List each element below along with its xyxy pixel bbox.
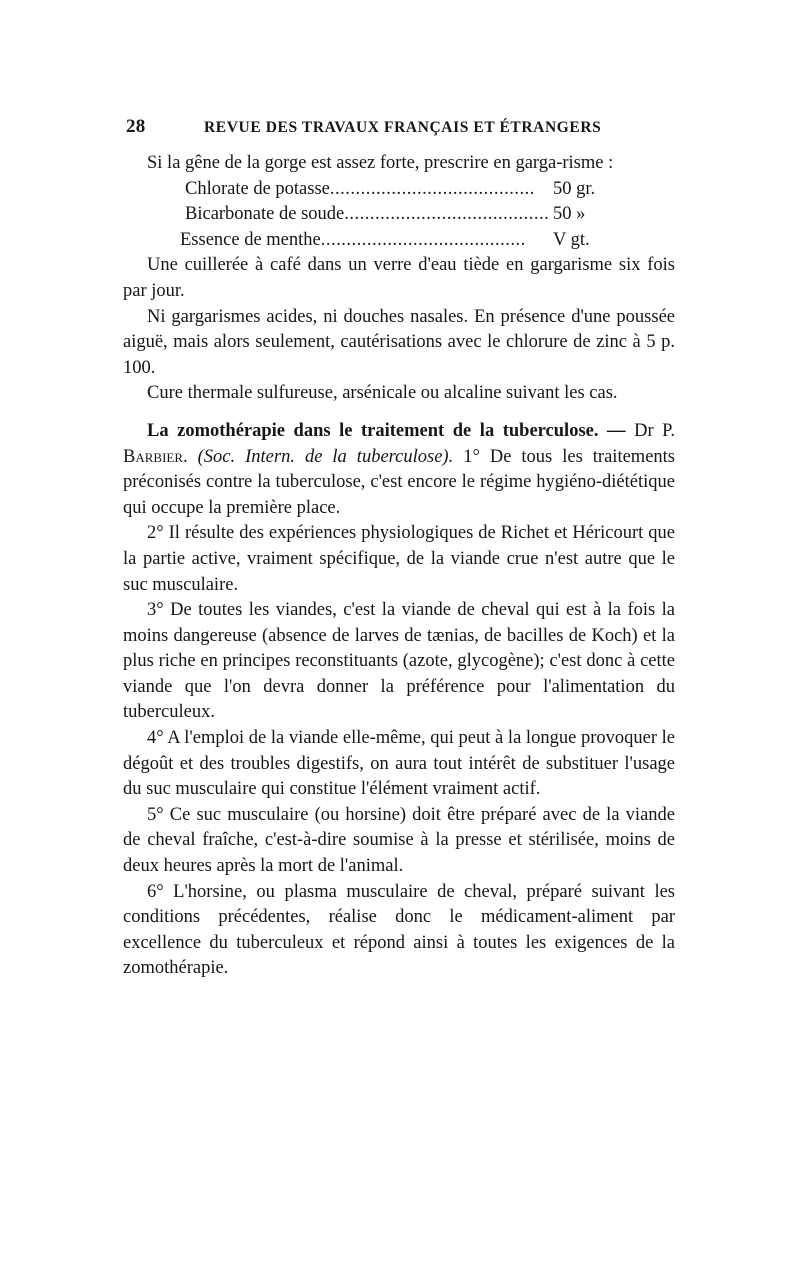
author-prefix: Dr P. [634,420,676,441]
paragraph: 2° Il résulte des expériences physiologiques de Richet et Héricourt que la partie active, vraiment spécifique, de la viande crue n'est autre que le suc musculaire. [123,523,675,595]
paragraph: Cure thermale sulfureuse, arsénicale ou alcaline suivant les cas. [147,383,618,404]
body-text [123,151,675,982]
formula-row: Bicarbonate de soude........................................ 50 » [123,202,675,228]
page-header [126,116,608,140]
formula-row: Essence de menthe........................................ V gt. [123,228,675,254]
page-number: 28 [126,116,146,137]
article-lead-paragraph [123,419,675,521]
formula-quantity: 50 » [553,204,586,225]
formula-row: Chlorate de potasse........................................ 50 gr. [123,177,675,203]
article-title: La zomothérapie dans le traitement de la tuberculose. — [147,420,626,441]
prescription-formula [123,177,675,254]
formula-ingredient: Chlorate de potasse [185,178,330,199]
formula-ingredient: Essence de menthe [180,229,321,250]
paragraph: 6° L'horsine, ou plasma musculaire de cheval, préparé suivant les conditions précédentes, réalise donc le médicament-aliment par excellence du tuberculeux et répond ainsi à toutes les exigences de la zomothérapie. [123,881,675,979]
paragraph: 4° A l'emploi de la viande elle-même, qui peut à la longue provoquer le dégoût et des troubles digestifs, on aura tout intérêt de substituer l'usage du suc musculaire qui constitue l'élément vraiment actif. [123,728,675,800]
formula-quantity: V gt. [553,229,590,250]
paragraph: Une cuillerée à café dans un verre d'eau tiède en gargarisme six fois par jour. [123,255,675,301]
paragraph: 5° Ce suc musculaire (ou horsine) doit être préparé avec de la viande de cheval fraîche, c'est-à-dire soumise à la presse et stérilisée, moins de deux heures après la mort de l'animal. [123,804,675,877]
formula-ingredient: Bicarbonate de soude [185,204,345,225]
author-name: Barbier. [123,446,188,467]
paragraph: 3° De toutes les viandes, c'est la viande de cheval qui est à la fois la moins dangereuse (absence de larves de tænias, de bacilles de Koch) et la plus riche en principes reconstituants (azote, glycogène); c'est donc à cette viande que l'on devra donner la préférence pour l'alimentation du tuberculeux. [123,600,675,723]
article-source: (Soc. Intern. de la tuberculose). [197,446,454,467]
paragraph: Ni gargarismes acides, ni douches nasales. En présence d'une poussée aiguë, mais alors seulement, cautérisations avec le chlorure de zinc à 5 p. 100. [123,306,675,378]
article-lead-text: 1° De tous les traitements préconisés contre la tuberculose, c'est encore le régime hygiéno-diététique qui occupe la première place. [123,446,675,518]
intro-paragraph: Si la gêne de la gorge est assez forte, prescrire en garga-risme : [147,153,614,173]
running-head: REVUE DES TRAVAUX FRANÇAIS ET ÉTRANGERS [204,119,602,136]
formula-quantity: 50 gr. [553,178,596,199]
